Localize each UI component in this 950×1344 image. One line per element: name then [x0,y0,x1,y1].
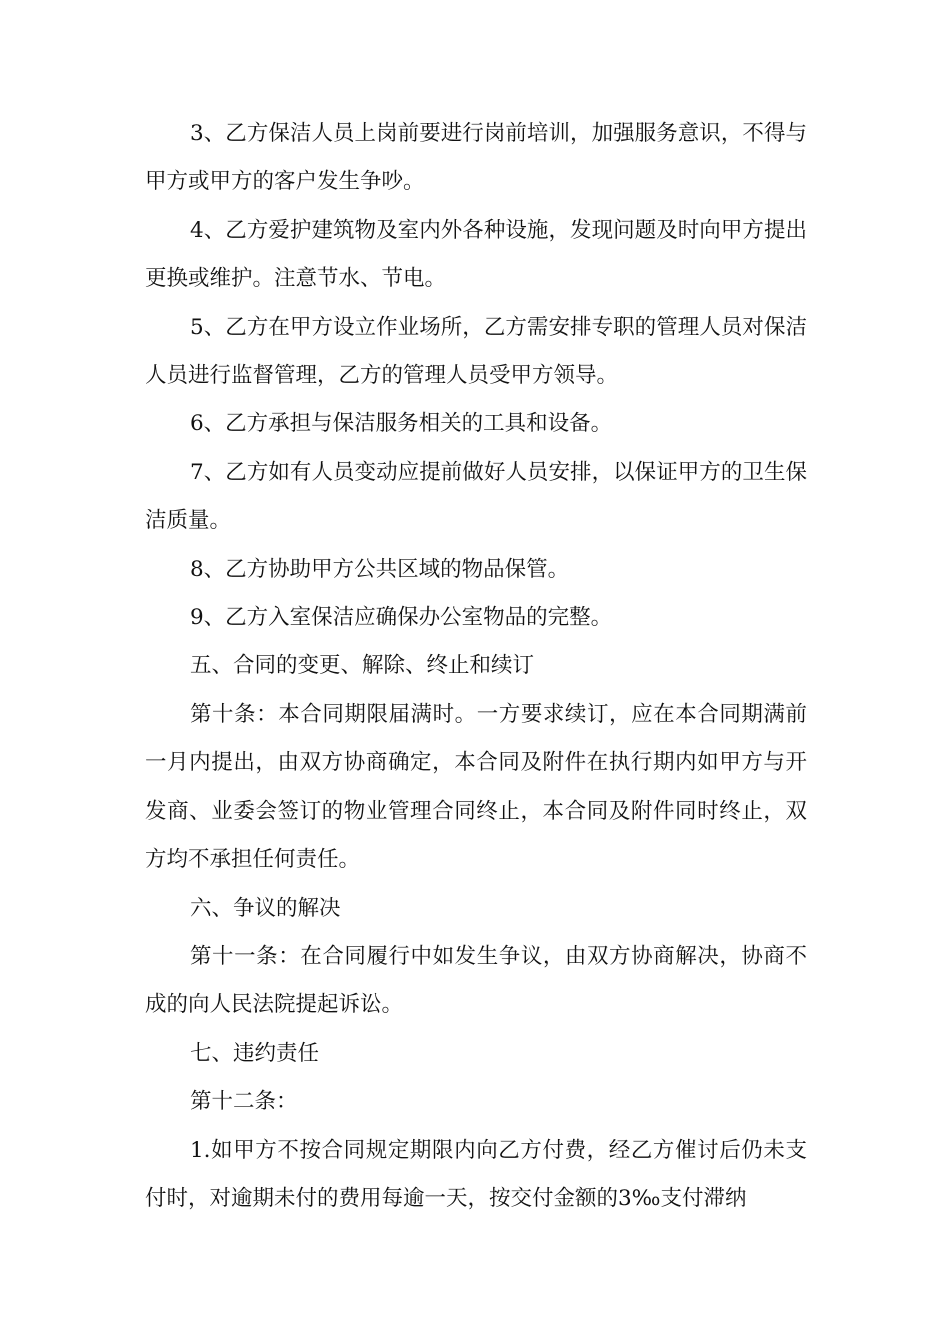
article-12-heading: 第十二条： [190,1089,298,1115]
clause-4-paragraph: 4、乙方爱护建筑物及室内外各种设施，发现问题及时向甲方提出更换或维护。注意节水、节电。 [145,217,807,292]
article-10-paragraph: 第十条：本合同期限届满时。一方要求续订，应在本合同期满前一月内提出，由双方协商确定，本合同及附件在执行期内如甲方与开发商、业委会签订的物业管理合同终止，本合同及附件同时终止，双方均不承担任何责任。 [145,701,807,873]
document-body [145,110,807,1223]
clause-9-paragraph: 9、乙方入室保洁应确保办公室物品的完整。 [190,605,613,631]
clause-8-paragraph: 8、乙方协助甲方公共区域的物品保管。 [190,556,570,582]
section-6-heading: 六、争议的解决 [190,895,341,921]
article-12-item-1-paragraph: 1.如甲方不按合同规定期限内向乙方付费，经乙方催讨后仍未支付时，对逾期未付的费用每逾一天，按交付金额的3‰支付滞纳 [145,1137,807,1211]
clause-6-paragraph: 6、乙方承担与保洁服务相关的工具和设备。 [190,411,613,437]
section-5-heading: 五、合同的变更、解除、终止和续订 [190,653,535,679]
clause-5-paragraph: 5、乙方在甲方设立作业场所，乙方需安排专职的管理人员对保洁人员进行监督管理，乙方的管理人员受甲方领导。 [145,314,807,389]
section-7-heading: 七、违约责任 [190,1040,320,1066]
clause-3-paragraph: 3、乙方保洁人员上岗前要进行岗前培训，加强服务意识，不得与甲方或甲方的客户发生争吵。 [145,121,807,195]
article-11-paragraph: 第十一条：在合同履行中如发生争议，由双方协商解决，协商不成的向人民法院提起诉讼。 [145,943,807,1018]
clause-7-paragraph: 7、乙方如有人员变动应提前做好人员安排，以保证甲方的卫生保洁质量。 [145,459,807,534]
